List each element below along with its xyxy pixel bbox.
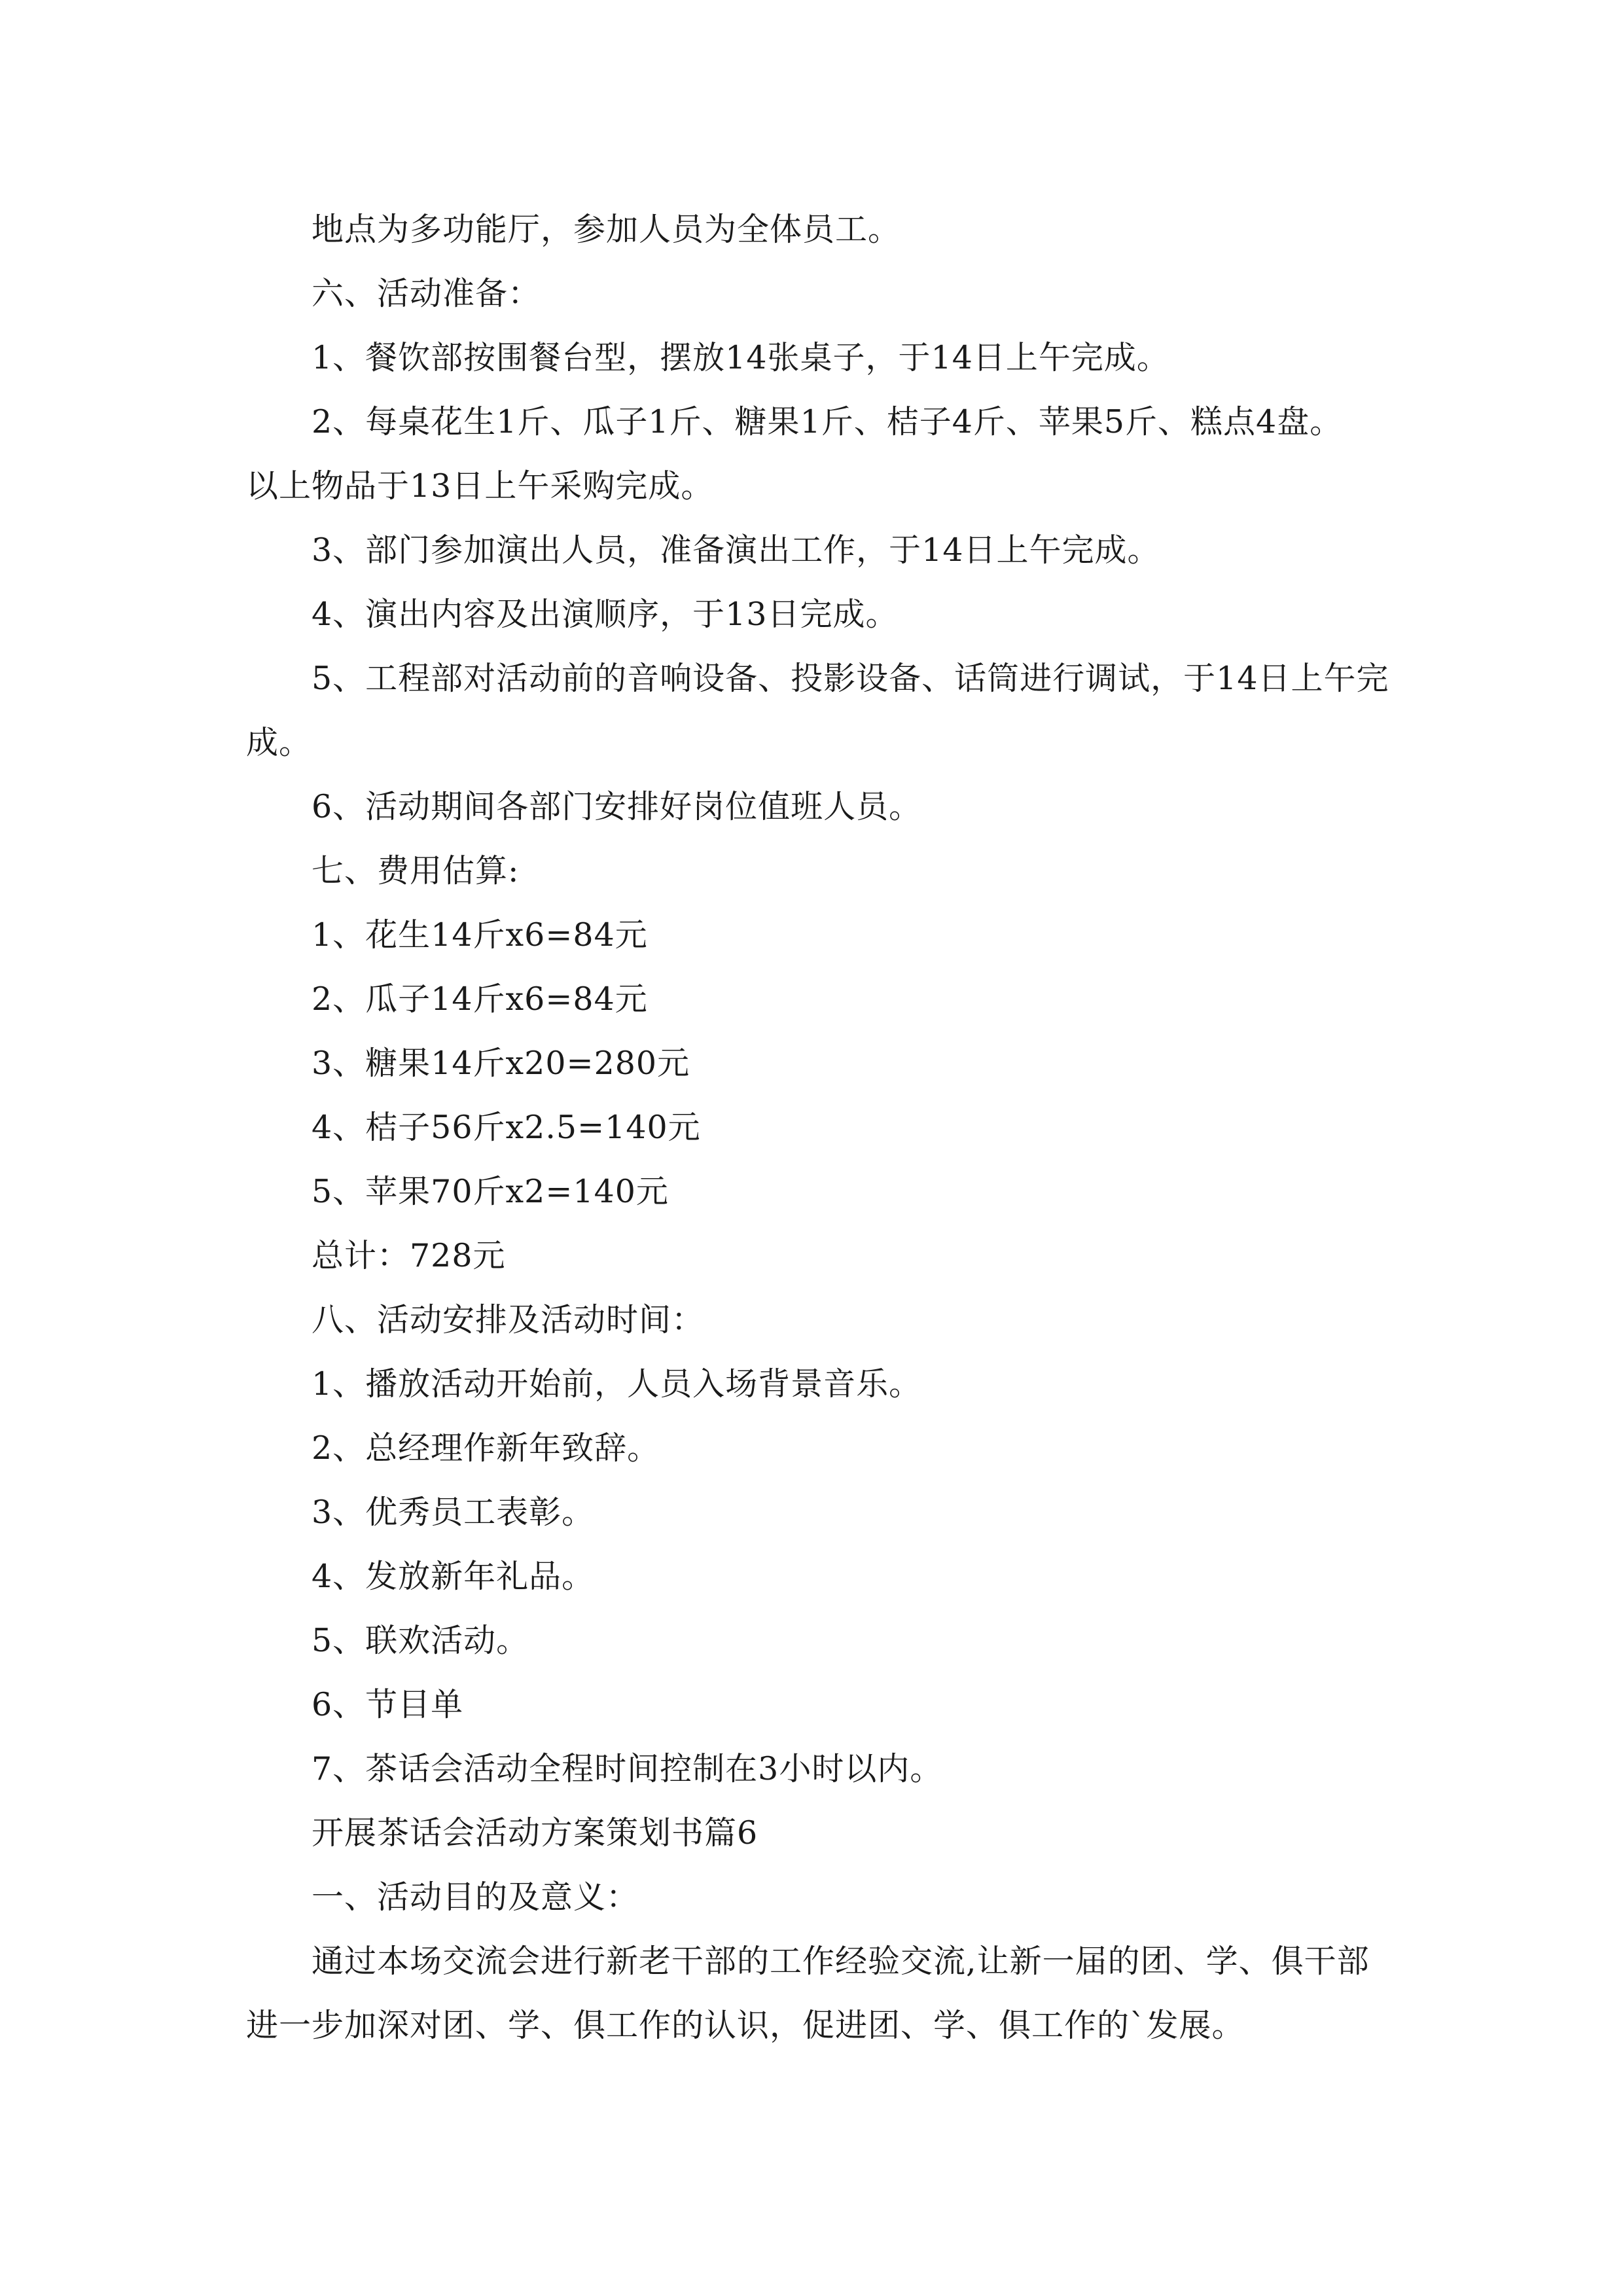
text-line: 地点为多功能厅，参加人员为全体员工。 xyxy=(312,211,901,248)
list-item: 3、优秀员工表彰。 xyxy=(312,1494,595,1531)
list-item: 6、节目单 xyxy=(312,1686,464,1723)
list-item: 5、联欢活动。 xyxy=(312,1622,529,1659)
list-item: 1、餐饮部按围餐台型，摆放14张桌子，于14日上午完成。 xyxy=(312,339,1169,376)
list-item: 3、部门参加演出人员，准备演出工作，于14日上午完成。 xyxy=(312,531,1160,569)
text-line: 进一步加深对团、学、俱工作的认识，促进团、学、俱工作的`发展。 xyxy=(246,2007,1245,2044)
text-line: 通过本场交流会进行新老干部的工作经验交流,让新一届的团、学、俱干部 xyxy=(312,1943,1370,1980)
section-heading: 七、费用估算: xyxy=(312,852,520,889)
cost-item: 4、桔子56斤x2.5=140元 xyxy=(312,1109,701,1146)
cost-total: 总计：728元 xyxy=(312,1237,506,1274)
cost-item: 3、糖果14斤x20=280元 xyxy=(312,1045,690,1082)
list-item: 6、活动期间各部门安排好岗位值班人员。 xyxy=(312,788,922,825)
chapter-title: 开展茶话会活动方案策划书篇6 xyxy=(312,1814,758,1852)
section-heading: 六、活动准备： xyxy=(312,275,541,312)
list-item: 1、播放活动开始前，人员入场背景音乐。 xyxy=(312,1365,922,1403)
list-item: 5、工程部对活动前的音响设备、投影设备、话筒进行调试，于14日上午完 xyxy=(312,660,1389,697)
text-line: 以上物品于13日上午采购完成。 xyxy=(246,467,714,505)
section-heading: 八、活动安排及活动时间： xyxy=(312,1301,705,1338)
document-body xyxy=(246,198,1389,2058)
list-item: 2、每桌花生1斤、瓜子1斤、糖果1斤、桔子4斤、苹果5斤、糕点4盘。 xyxy=(312,403,1343,440)
section-heading: 一、活动目的及意义： xyxy=(312,1878,639,1916)
list-item: 7、茶话会活动全程时间控制在3小时以内。 xyxy=(312,1750,943,1787)
text-line: 成。 xyxy=(246,724,312,761)
list-item: 2、总经理作新年致辞。 xyxy=(312,1429,660,1467)
list-item: 4、演出内容及出演顺序，于13日完成。 xyxy=(312,596,899,633)
cost-item: 1、花生14斤x6=84元 xyxy=(312,916,648,954)
cost-item: 2、瓜子14斤x6=84元 xyxy=(312,980,648,1018)
cost-item: 5、苹果70斤x2=140元 xyxy=(312,1173,669,1210)
list-item: 4、发放新年礼品。 xyxy=(312,1558,595,1595)
